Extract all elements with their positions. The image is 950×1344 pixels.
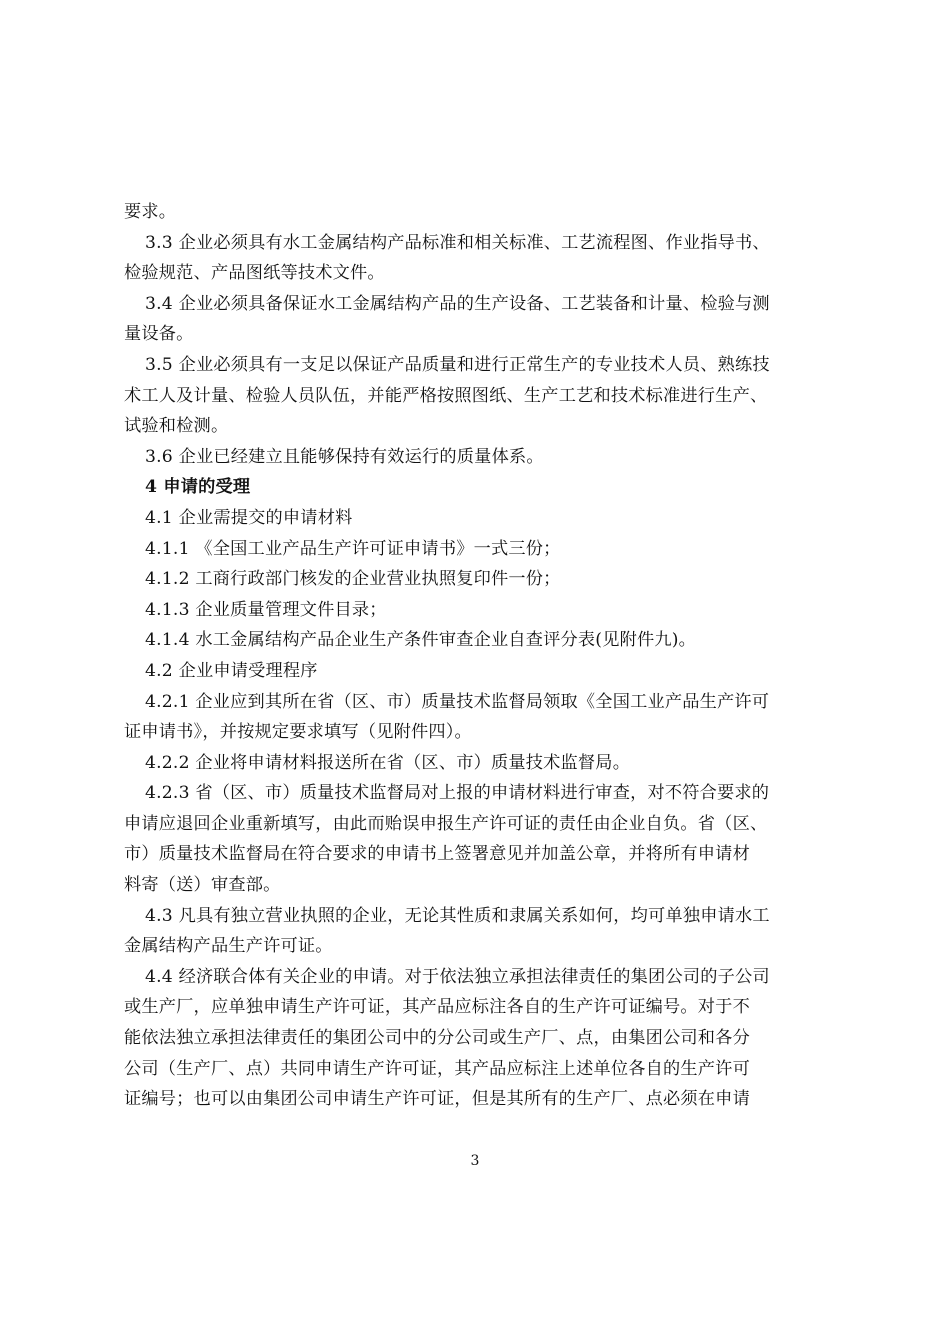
- text-line: 3.5 企业必须具有一支足以保证产品质量和进行正常生产的专业技术人员、熟练技: [145, 354, 770, 375]
- section-heading: 4 申请的受理: [145, 477, 251, 498]
- text-line: 4.4 经济联合体有关企业的申请。对于依法独立承担法律责任的集团公司的子公司: [145, 966, 770, 987]
- text-line: 4.1.2 工商行政部门核发的企业营业执照复印件一份；: [145, 569, 561, 590]
- document-body: [124, 197, 836, 1115]
- text-line: 3.6 企业已经建立且能够保持有效运行的质量体系。: [145, 446, 544, 467]
- text-line: 4.2.3 省（区、市）质量技术监督局对上报的申请材料进行审查，对不符合要求的: [145, 783, 770, 804]
- text-line: 4.1 企业需提交的申请材料: [145, 507, 353, 528]
- text-line: 3.4 企业必须具备保证水工金属结构产品的生产设备、工艺装备和计量、检验与测: [145, 293, 770, 314]
- text-line: 4.1.1 《全国工业产品生产许可证申请书》一式三份；: [145, 538, 561, 559]
- text-line: 公司（生产厂、点）共同申请生产许可证，其产品应标注上述单位各自的生产许可: [124, 1058, 750, 1079]
- text-line: 4.2.1 企业应到其所在省（区、市）质量技术监督局领取《全国工业产品生产许可: [145, 691, 770, 712]
- text-line: 金属结构产品生产许可证。: [124, 936, 333, 957]
- text-line: 术工人及计量、检验人员队伍，并能严格按照图纸、生产工艺和技术标准进行生产、: [124, 385, 768, 406]
- text-line: 检验规范、产品图纸等技术文件。: [124, 263, 385, 284]
- text-line: 或生产厂，应单独申请生产许可证，其产品应标注各自的生产许可证编号。对于不: [124, 997, 750, 1018]
- text-line: 试验和检测。: [124, 416, 229, 437]
- text-line: 4.3 凡具有独立营业执照的企业，无论其性质和隶属关系如何，均可单独申请水工: [145, 905, 770, 926]
- text-line: 4.2.2 企业将申请材料报送所在省（区、市）质量技术监督局。: [145, 752, 631, 773]
- page-number: 3: [470, 1153, 480, 1169]
- text-line: 3.3 企业必须具有水工金属结构产品标准和相关标准、工艺流程图、作业指导书、: [145, 232, 770, 253]
- text-line: 申请应退回企业重新填写，由此而贻误申报生产许可证的责任由企业自负。省（区、: [124, 813, 768, 834]
- text-line: 量设备。: [124, 324, 194, 345]
- text-line: 料寄（送）审查部。: [124, 875, 281, 896]
- text-line: 要求。: [124, 202, 177, 222]
- text-line: 4.1.4 水工金属结构产品企业生产条件审查企业自查评分表(见附件九)。: [145, 630, 697, 651]
- text-line: 能依法独立承担法律责任的集团公司中的分公司或生产厂、点，由集团公司和各分: [124, 1028, 750, 1049]
- text-line: 4.2 企业申请受理程序: [145, 660, 318, 681]
- text-line: 4.1.3 企业质量管理文件目录；: [145, 599, 387, 620]
- text-line: 市）质量技术监督局在符合要求的申请书上签署意见并加盖公章，并将所有申请材: [124, 844, 750, 865]
- text-line: 证申请书》，并按规定要求填写（见附件四）。: [124, 722, 472, 743]
- text-line: 证编号；也可以由集团公司申请生产许可证，但是其所有的生产厂、点必须在申请: [124, 1089, 750, 1110]
